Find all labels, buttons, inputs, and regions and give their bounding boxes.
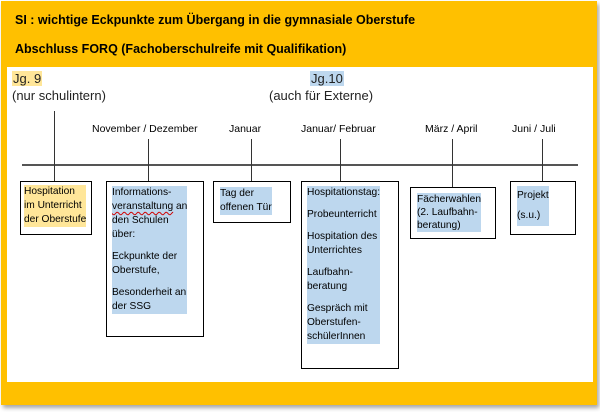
grade-10-label: Jg.10 bbox=[311, 71, 343, 86]
box-tag-line: offenen Tür bbox=[220, 202, 272, 213]
connector-g9 bbox=[54, 111, 55, 181]
box-faecher-line: Fächerwahlen bbox=[417, 194, 481, 205]
box-hospitation-line: im Unterricht bbox=[24, 200, 82, 211]
box-info-line: Besonderheit an bbox=[112, 287, 187, 298]
box-hosptag-line: beratung bbox=[307, 281, 348, 292]
grade-9-sub: (nur schulintern) bbox=[12, 88, 106, 103]
box-hospitation-line: Hospitation bbox=[24, 186, 75, 197]
box-informationsveranstaltung bbox=[106, 181, 204, 337]
box-hosptag-line: Hospitation des bbox=[307, 231, 378, 242]
box-info-line: Informations- bbox=[112, 187, 172, 198]
box-projekt bbox=[510, 181, 576, 235]
box-info-line: über: bbox=[112, 229, 136, 240]
box-tag-der-offenen-tuer bbox=[213, 181, 291, 223]
box-hosptag-line: Probeunterricht bbox=[307, 209, 377, 220]
month-label-juni-juli: Juni / Juli bbox=[512, 123, 556, 135]
connector-nov-dez bbox=[148, 139, 149, 181]
month-label-nov-dez: November / Dezember bbox=[92, 123, 198, 135]
box-info-line bbox=[112, 200, 187, 214]
box-hospitation bbox=[20, 181, 92, 235]
box-info-line: Eckpunkte der bbox=[112, 251, 178, 262]
box-info-line: der SSG bbox=[112, 301, 152, 312]
box-projekt-line: Projekt bbox=[517, 190, 549, 201]
month-label-jan-feb: Januar/ Februar bbox=[301, 123, 376, 135]
connector-juni-juli bbox=[542, 139, 543, 181]
box-info-word: an bbox=[173, 201, 188, 212]
grade-9-label: Jg. 9 bbox=[13, 71, 42, 86]
box-info-line: den Schulen bbox=[112, 215, 169, 226]
box-hosptag-line: Unterrichtes bbox=[307, 245, 362, 256]
month-label-maerz-april: März / April bbox=[425, 123, 478, 135]
box-faecherwahlen bbox=[410, 187, 496, 239]
grade-10-sub: (auch für Externe) bbox=[269, 88, 374, 103]
box-info-word: veranstaltung bbox=[112, 201, 174, 212]
box-hospitationstag bbox=[301, 181, 399, 369]
box-hosptag-line: Hospitationstag: bbox=[307, 187, 381, 198]
box-hosptag-line: Oberstufen- bbox=[307, 317, 361, 328]
box-hosptag-line: Laufbahn- bbox=[307, 267, 353, 278]
page-title: SI : wichtige Eckpunkte zum Übergang in die gymnasiale Oberstufe bbox=[15, 13, 416, 27]
box-hospitation-line: der Oberstufe bbox=[24, 214, 87, 225]
page-subtitle: Abschluss FORQ (Fachoberschulreife mit Qualifikation) bbox=[15, 42, 347, 56]
box-info-line: Oberstufe, bbox=[112, 265, 160, 276]
box-projekt-line: (s.u.) bbox=[517, 210, 541, 221]
box-faecher-line: beratung) bbox=[417, 220, 461, 231]
yellow-frame bbox=[1, 1, 597, 405]
box-hosptag-line: schülerInnen bbox=[307, 331, 366, 342]
box-hosptag-line: Gespräch mit bbox=[307, 303, 368, 314]
box-tag-line: Tag der bbox=[220, 188, 254, 199]
connector-jan-feb bbox=[340, 139, 341, 181]
timeline-panel bbox=[7, 67, 593, 382]
box-faecher-line: (2. Laufbahn- bbox=[417, 207, 478, 218]
connector-januar bbox=[251, 139, 252, 181]
month-label-januar: Januar bbox=[229, 123, 262, 135]
timeline-axis bbox=[22, 164, 578, 166]
connector-maerz-april bbox=[452, 139, 453, 187]
